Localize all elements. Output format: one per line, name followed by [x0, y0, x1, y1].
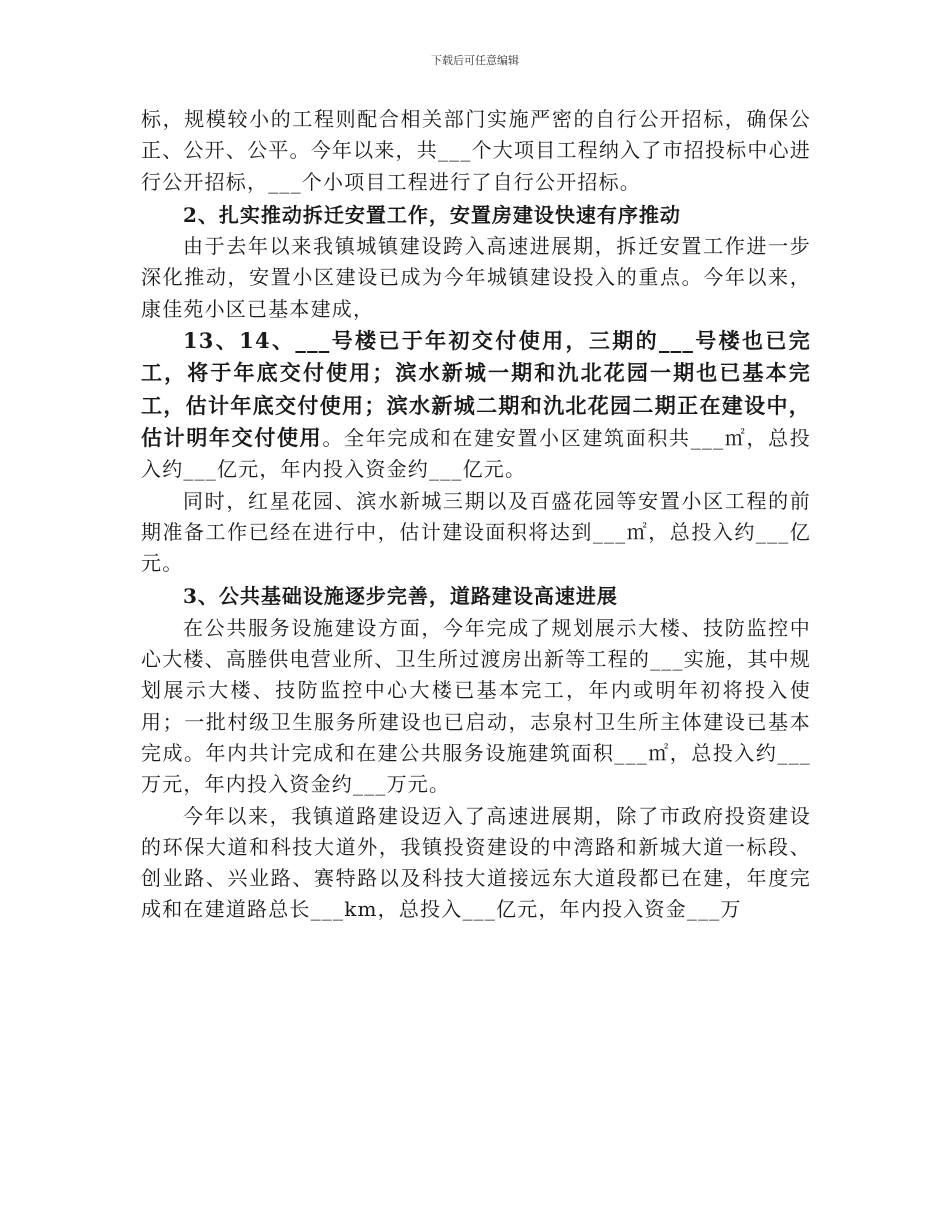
paragraph-buildings	[141, 325, 811, 485]
section-heading-3: 3、公共基础设施逐步完善，道路建设高速进展	[183, 584, 618, 609]
paragraph-tender: 标，规模较小的工程则配合相关部门实施严密的自行公开招标，确保公正、公开、公平。今年以来，共___个大项目工程纳入了市招投标中心进行公开招标，___个小项目工程进行了自行公开招标。	[141, 107, 811, 194]
section-heading-2: 2、扎实推动拆迁安置工作，安置房建设快速有序推动	[183, 202, 681, 227]
paragraph-buildings-rest: 。全年完成和在建安置小区建筑面积共___㎡，总投入约___亿元，年内投入资金约___亿元。	[141, 425, 811, 482]
paragraph-public-facilities: 在公共服务设施建设方面，今年完成了规划展示大楼、技防监控中心大楼、高塍供电营业所、卫生所过渡房出新等工程的___实施，其中规划展示大楼、技防监控中心大楼已基本完工，年内或明年初将投入使用；一批村级卫生服务所建设也已启动，志泉村卫生所主体建设已基本完成。年内共计完成和在建公共服务设施建筑面积___㎡，总投入约___万元，年内投入资金约___万元。	[141, 615, 811, 797]
paragraph-buildings-bold: 13、14、___号楼已于年初交付使用，三期的___号楼也已完工，将于年底交付使用；滨水新城一期和氿北花园一期也已基本完工，估计年底交付使用；滨水新城二期和氿北花园二期正在建设中，估计明年交付使用	[141, 328, 811, 450]
paragraph-preparation: 同时，红星花园、滨水新城三期以及百盛花园等安置小区工程的前期准备工作已经在进行中，估计建设面积将达到___㎡，总投入约___亿元。	[141, 488, 811, 576]
document-body	[141, 104, 811, 926]
paragraph-relocation: 由于去年以来我镇城镇建设跨入高速进展期，拆迁安置工作进一步深化推动，安置小区建设已成为今年城镇建设投入的重点。今年以来，康佳苑小区已基本建成，	[141, 234, 811, 321]
page-header: 下载后可任意编辑	[431, 54, 519, 67]
paragraph-roads: 今年以来，我镇道路建设迈入了高速进展期，除了市政府投资建设的环保大道和科技大道外，我镇投资建设的中湾路和新城大道一标段、创业路、兴业路、赛特路以及科技大道接远东大道段都已在建，年度完成和在建道路总长___km，总投入___亿元，年内投入资金___万	[141, 803, 811, 922]
